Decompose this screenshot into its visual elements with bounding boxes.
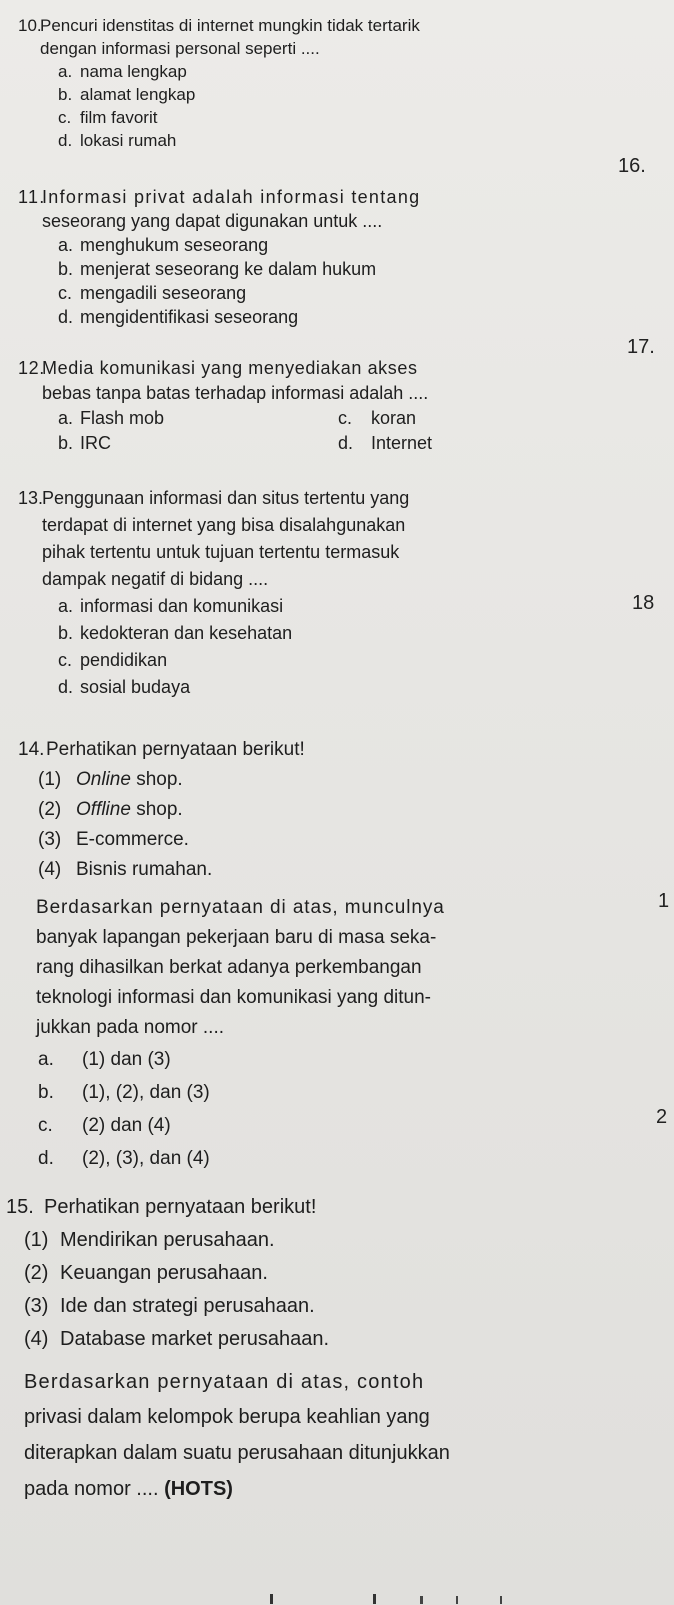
statement-emphasis: Online bbox=[76, 769, 131, 790]
statement-text: Bisnis rumahan. bbox=[76, 859, 213, 880]
statement-text: E-commerce. bbox=[76, 829, 189, 850]
question-text-line: dampak negatif di bidang .... bbox=[42, 569, 269, 589]
question-body-line: teknologi informasi dan komunikasi yang ditun- bbox=[36, 987, 431, 1008]
option-letter: d. bbox=[58, 131, 73, 150]
option-text: film favorit bbox=[80, 108, 158, 127]
option-text: sosial budaya bbox=[80, 677, 191, 697]
option-text: informasi dan komunikasi bbox=[80, 596, 284, 616]
option-letter: c. bbox=[58, 650, 73, 670]
option-text: alamat lengkap bbox=[80, 85, 196, 104]
option-letter: c. bbox=[338, 408, 353, 428]
option-letter: c. bbox=[38, 1115, 53, 1136]
question-number: 14. bbox=[18, 739, 45, 760]
question-body-line: jukkan pada nomor .... bbox=[36, 1017, 224, 1038]
question-text-line: pihak tertentu untuk tujuan tertentu termasuk bbox=[42, 542, 400, 562]
option-text: mengadili seseorang bbox=[80, 283, 247, 303]
option-letter: d. bbox=[38, 1148, 54, 1169]
question-body-line: banyak lapangan pekerjaan baru di masa seka- bbox=[36, 927, 437, 948]
option-text: IRC bbox=[80, 433, 111, 453]
bottom-mark bbox=[500, 1596, 502, 1604]
statement-number: (1) bbox=[38, 769, 62, 790]
option-letter: a. bbox=[58, 62, 73, 81]
question-text-line: Informasi privat adalah informasi tentang bbox=[42, 187, 421, 207]
option-letter: b. bbox=[38, 1082, 54, 1103]
option-letter: a. bbox=[58, 235, 74, 255]
question-text-line: Media komunikasi yang menyediakan akses bbox=[42, 358, 418, 378]
option-letter: b. bbox=[58, 85, 73, 104]
margin-number: 17. bbox=[627, 336, 655, 358]
question-text-line: terdapat di internet yang bisa disalahgunakan bbox=[42, 515, 406, 535]
margin-number: 2 bbox=[656, 1106, 668, 1128]
question-number: 15. bbox=[6, 1196, 34, 1218]
option-text: (1) dan (3) bbox=[82, 1049, 171, 1070]
statement-number: (3) bbox=[24, 1295, 49, 1317]
question-body-line: privasi dalam kelompok berupa keahlian yang bbox=[24, 1406, 430, 1428]
option-text: menjerat seseorang ke dalam hukum bbox=[80, 259, 377, 279]
margin-number: 18 bbox=[632, 592, 655, 614]
option-text: Flash mob bbox=[80, 408, 165, 428]
hots-label: (HOTS) bbox=[164, 1478, 233, 1500]
bottom-mark bbox=[420, 1596, 423, 1604]
statement-number: (2) bbox=[38, 799, 62, 820]
question-10 bbox=[18, 14, 658, 152]
statement-number: (4) bbox=[38, 859, 62, 880]
question-text-line: Perhatikan pernyataan berikut! bbox=[44, 1196, 317, 1218]
question-number: 11. bbox=[18, 187, 46, 207]
option-text: pendidikan bbox=[80, 650, 168, 670]
question-text-line: Perhatikan pernyataan berikut! bbox=[46, 739, 305, 760]
question-body-line: Berdasarkan pernyataan di atas, contoh bbox=[24, 1371, 425, 1393]
option-text: (2), (3), dan (4) bbox=[82, 1148, 210, 1169]
question-body-line: Berdasarkan pernyataan di atas, munculnya bbox=[36, 897, 445, 918]
bottom-mark bbox=[270, 1594, 273, 1604]
statement-text: Ide dan strategi perusahaan. bbox=[60, 1295, 315, 1317]
statement-text: Mendirikan perusahaan. bbox=[60, 1229, 275, 1251]
option-letter: b. bbox=[58, 259, 74, 279]
margin-number: 16. bbox=[618, 155, 646, 177]
statement-text: shop. bbox=[130, 769, 183, 790]
question-13 bbox=[18, 485, 658, 701]
option-text: nama lengkap bbox=[80, 62, 187, 81]
option-text: (2) dan (4) bbox=[82, 1115, 171, 1136]
question-11 bbox=[18, 185, 658, 329]
option-letter: a. bbox=[38, 1049, 54, 1070]
question-text-line: seseorang yang dapat digunakan untuk .... bbox=[42, 211, 383, 231]
question-text-line: Pencuri idenstitas di internet mungkin tidak tertarik bbox=[40, 16, 420, 35]
question-number: 10. bbox=[18, 16, 42, 35]
question-text-line: bebas tanpa batas terhadap informasi adalah .... bbox=[42, 383, 429, 403]
option-text: mengidentifikasi seseorang bbox=[80, 307, 299, 327]
option-text: koran bbox=[371, 408, 417, 428]
statement-text: Keuangan perusahaan. bbox=[60, 1262, 268, 1284]
statement-number: (2) bbox=[24, 1262, 49, 1284]
option-text: Internet bbox=[371, 433, 433, 453]
option-text: menghukum seseorang bbox=[80, 235, 269, 255]
option-text: (1), (2), dan (3) bbox=[82, 1082, 210, 1103]
option-letter: a. bbox=[58, 408, 74, 428]
option-letter: d. bbox=[58, 677, 74, 697]
option-text: lokasi rumah bbox=[80, 131, 177, 150]
question-body-line: pada nomor .... (HOTS) bbox=[24, 1478, 233, 1500]
option-letter: d. bbox=[338, 433, 354, 453]
question-number: 13. bbox=[18, 488, 44, 508]
option-letter: a. bbox=[58, 596, 74, 616]
question-15 bbox=[6, 1191, 646, 1507]
option-letter: c. bbox=[58, 283, 73, 303]
statement-emphasis: Offline bbox=[76, 799, 131, 820]
statement-number: (3) bbox=[38, 829, 62, 850]
question-body-line: diterapkan dalam suatu perusahaan ditunjukkan bbox=[24, 1442, 450, 1464]
option-letter: b. bbox=[58, 433, 74, 453]
statement-text: shop. bbox=[130, 799, 183, 820]
margin-number: 1 bbox=[658, 890, 670, 912]
option-letter: b. bbox=[58, 623, 74, 643]
statement-text: Database market perusahaan. bbox=[60, 1328, 330, 1350]
bottom-mark bbox=[373, 1594, 376, 1604]
question-12 bbox=[18, 356, 658, 456]
question-text-line: Penggunaan informasi dan situs tertentu yang bbox=[42, 488, 410, 508]
option-letter: d. bbox=[58, 307, 74, 327]
question-number: 12. bbox=[18, 358, 45, 378]
option-text: kedokteran dan kesehatan bbox=[80, 623, 293, 643]
question-text-line: dengan informasi personal seperti .... bbox=[40, 39, 320, 58]
question-body-line: rang dihasilkan berkat adanya perkembangan bbox=[36, 957, 422, 978]
question-14 bbox=[18, 735, 658, 1175]
statement-number: (4) bbox=[24, 1328, 49, 1350]
statement-number: (1) bbox=[24, 1229, 49, 1251]
bottom-mark bbox=[456, 1596, 458, 1604]
option-letter: c. bbox=[58, 108, 72, 127]
